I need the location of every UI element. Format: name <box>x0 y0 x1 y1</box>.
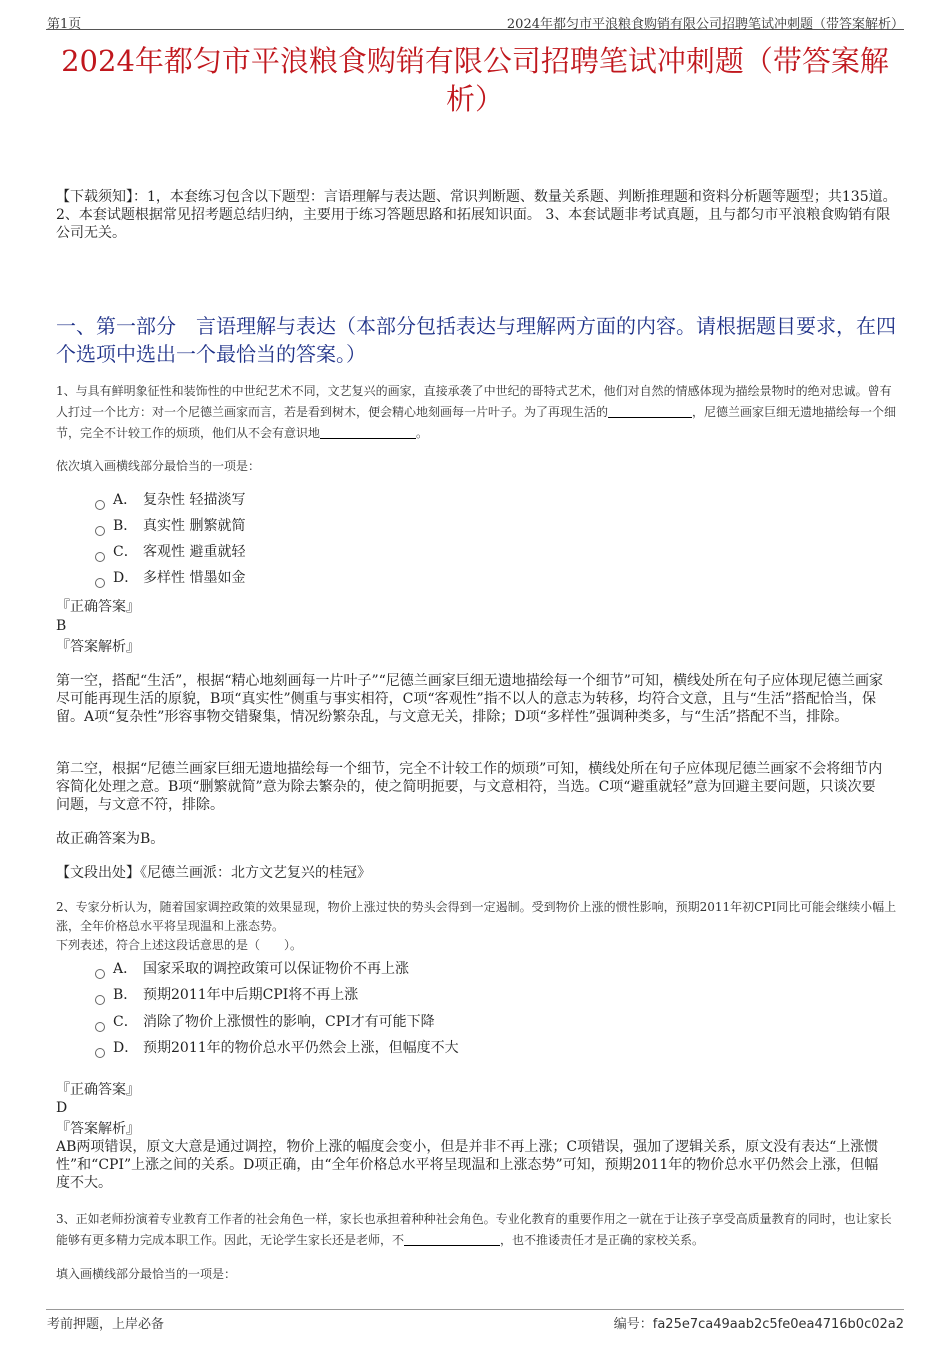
q1-option-a[interactable]: A． 复杂性 轻描淡写 <box>95 490 245 510</box>
q1-analysis-3: 故正确答案为B。 <box>56 831 165 847</box>
radio-icon[interactable] <box>95 1022 105 1032</box>
fill-blank-1[interactable] <box>608 403 692 418</box>
fill-blank-2[interactable] <box>320 424 416 439</box>
q2-analysis-label: 『答案解析』 <box>56 1121 140 1137</box>
radio-icon[interactable] <box>95 552 105 562</box>
q2-answer: D <box>56 1100 68 1116</box>
fill-blank-3[interactable] <box>404 1231 500 1246</box>
header-doc-title: 2024年都匀市平浪粮食购销有限公司招聘笔试冲刺题（带答案解析） <box>506 17 904 32</box>
radio-icon[interactable] <box>95 995 105 1005</box>
question-1-prompt: 依次填入画横线部分最恰当的一项是： <box>56 459 261 473</box>
q1-analysis-1: 第一空，搭配“生活”，根据“精心地刻画每一片叶子”“尼德兰画家巨细无遗地描绘每一个细节”可知，横线处所在句子应体现尼德兰画家尽可能再现生活的原貌，B项“真实性”侧重与事实相符，C项“客观性”指不以人的意志为转移，均符合文意，且与“生活”搭配恰当，保留。A项“复杂性”形容事物交错聚集，情况纷繁杂乱，与文意无关，排除；D项“多样性”强调种类多，与“生活”搭配不当，排除。 <box>56 673 883 725</box>
q1-analysis-2: 第二空，根据“尼德兰画家巨细无遗地描绘每一个细节，完全不计较工作的烦琐”可知，横线处所在句子应体现尼德兰画家不会将细节内容简化处理之意。B项“删繁就简”意为除去繁杂的，使之简明扼要，与文意相符，当选。C项“避重就轻”意为回避主要问题，只谈次要问题，与文意不符，排除。 <box>56 761 883 813</box>
q1-source: 【文段出处】《尼德兰画派：北方文艺复兴的桂冠》 <box>56 865 371 881</box>
q2-answer-label: 『正确答案』 <box>56 1082 140 1098</box>
q1-option-b[interactable]: B． 真实性 删繁就简 <box>95 516 245 536</box>
radio-icon[interactable] <box>95 526 105 536</box>
radio-icon[interactable] <box>95 500 105 510</box>
page-number: 第1页 <box>47 17 82 32</box>
download-notice: 【下载须知】：1，本套练习包含以下题型：言语理解与表达题、常识判断题、数量关系题、判断推理题和资料分析题等题型；共135道。 2、本套试题根据常见招考题总结归纳，主要用于练习答题思路和拓展知识面。 3、本套试题非考试真题，且与都匀市平浪粮食购销有限公司无关。 <box>56 189 897 241</box>
radio-icon[interactable] <box>95 578 105 588</box>
q2-option-d[interactable]: D． 预期2011年的物价总水平仍然会上涨，但幅度不大 <box>95 1038 459 1058</box>
q1-answer-label: 『正确答案』 <box>56 599 140 615</box>
footer-divider <box>46 1309 904 1310</box>
radio-icon[interactable] <box>95 1048 105 1058</box>
q2-option-b[interactable]: B． 预期2011年中后期CPI将不再上涨 <box>95 985 358 1005</box>
footer-slogan: 考前押题，上岸必备 <box>47 1317 165 1332</box>
question-1-stem: 1、与具有鲜明象征性和装饰性的中世纪艺术不同，文艺复兴的画家，直接承袭了中世纪的哥特式艺术，他们对自然的情感体现为描绘景物时的绝对忠诚。曾有人打过一个比方：对一个尼德兰画家而言，若是看到树木，便会精心地刻画每一片叶子。为了再现生活的 ，尼德兰画家巨细无遗地描绘每一个细节，完全不计较工作的烦琐，他们从不会有意识地 。 <box>56 384 897 440</box>
section-title: 一、第一部分 言语理解与表达（本部分包括表达与理解两方面的内容。请根据题目要求，在四个选项中选出一个最恰当的答案。） <box>56 314 896 366</box>
question-3-prompt: 填入画横线部分最恰当的一项是： <box>56 1267 237 1281</box>
question-3-stem: 3、正如老师扮演着专业教育工作者的社会角色一样，家长也承担着种种社会角色。专业化教育的重要作用之一就在于让孩子享受高质量教育的同时，也让家长能够有更多精力完成本职工作。因此，无论学生家长还是老师，不 ，也不推诿责任才是正确的家校关系。 <box>56 1212 892 1247</box>
q2-option-a[interactable]: A． 国家采取的调控政策可以保证物价不再上涨 <box>95 959 409 979</box>
question-2-prompt: 下列表述，符合上述这段话意思的是（ ）。 <box>56 938 303 952</box>
question-2-stem: 2、专家分析认为，随着国家调控政策的效果显现，物价上涨过快的势头会得到一定遏制。受到物价上涨的惯性影响，预期2011年初CPI同比可能会继续小幅上涨，全年价格总水平将呈现温和上涨态势。 <box>56 900 897 933</box>
q1-option-d[interactable]: D． 多样性 惜墨如金 <box>95 568 245 588</box>
q2-option-c[interactable]: C． 消除了物价上涨惯性的影响，CPI才有可能下降 <box>95 1012 435 1032</box>
footer-code: 编号：fa25e7ca49aab2c5fe0ea4716b0c02a2 <box>613 1317 904 1332</box>
q1-option-c[interactable]: C． 客观性 避重就轻 <box>95 542 245 562</box>
header-divider <box>46 29 904 30</box>
page-title: 2024年都匀市平浪粮食购销有限公司招聘笔试冲刺题（带答案解析） <box>61 44 889 116</box>
q1-analysis-label: 『答案解析』 <box>56 639 140 655</box>
radio-icon[interactable] <box>95 969 105 979</box>
q1-answer: B <box>56 618 67 634</box>
q2-analysis: AB两项错误，原文大意是通过调控，物价上涨的幅度会变小，但是并非不再上涨；C项错误，强加了逻辑关系，原文没有表达“上涨惯性”和“CPI”上涨之间的关系。D项正确，由“全年价格总水平将呈现温和上涨态势”可知，预期2011年的物价总水平仍然会上涨，但幅度不大。 <box>56 1139 879 1191</box>
